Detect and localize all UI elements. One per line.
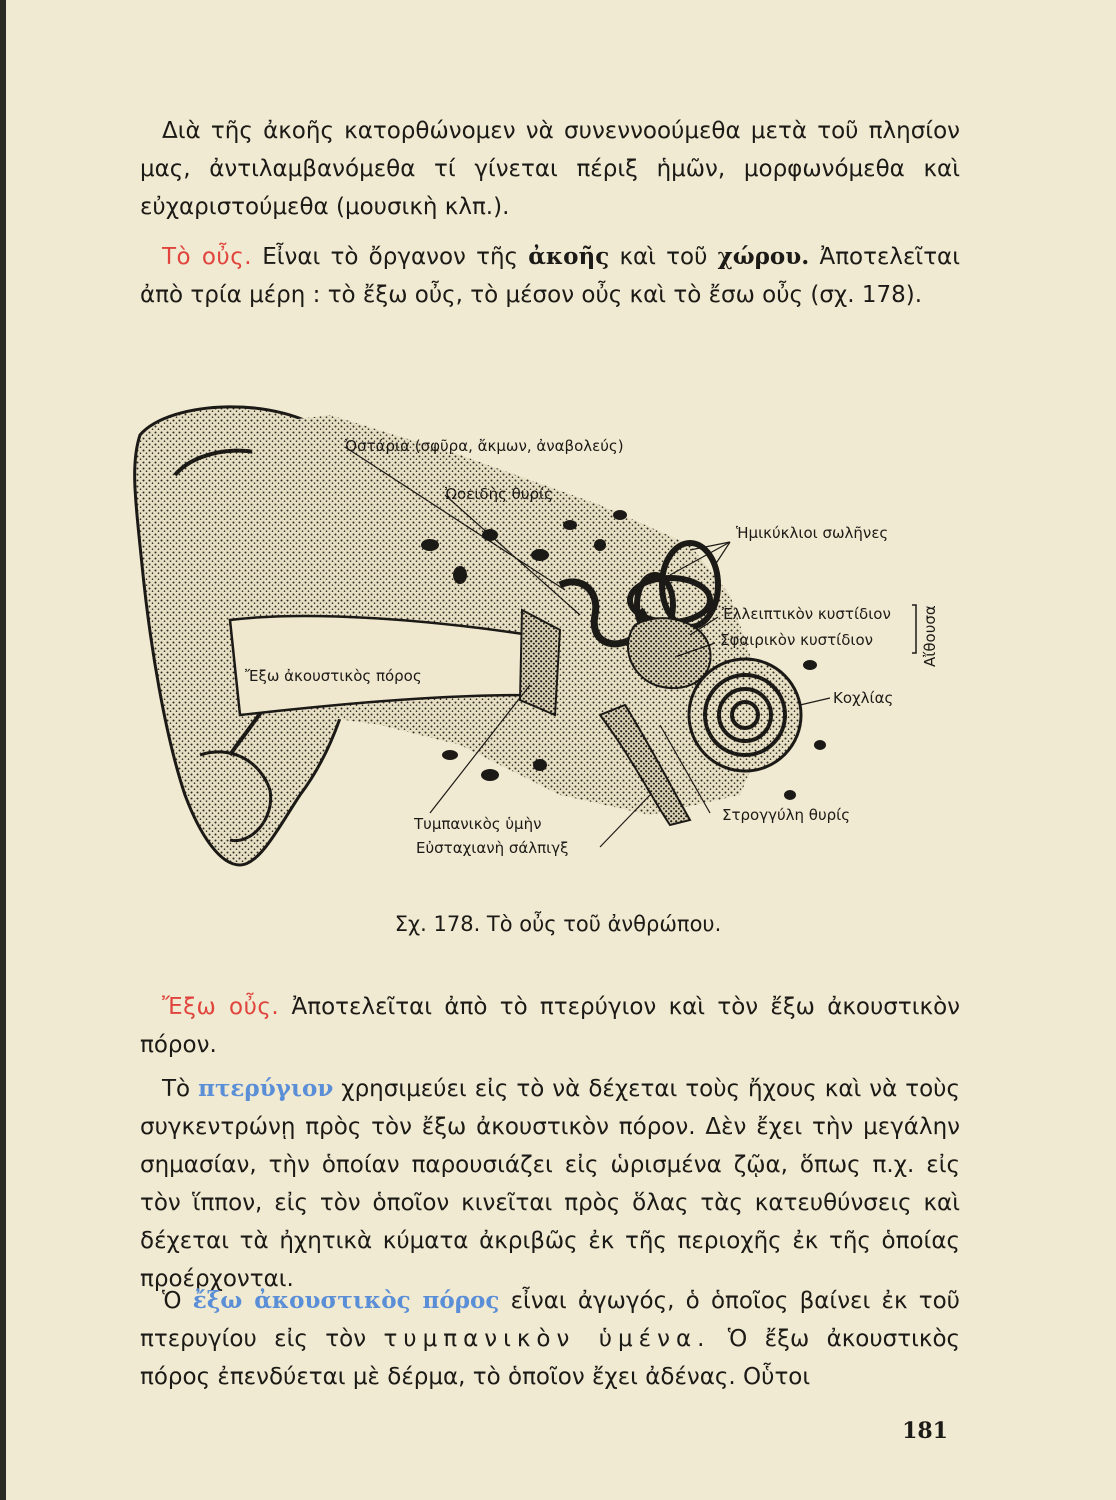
aithousa-bracket — [912, 605, 916, 653]
ous-bold-choros: χώρου. — [717, 243, 810, 270]
poros-text-b: Ὁ ἔξω ἀκουστικὸς πόρος ἐπενδύεται μὲ δέρμα, τὸ ὁποῖον ἔχει ἀδένας. Οὗτοι — [140, 1326, 961, 1390]
poros-term: ἔξω ἀκουστικὸς πόρος — [192, 1287, 500, 1314]
ous-bold-akoi: ἀκοῆς — [528, 243, 610, 270]
poros-paragraph — [140, 1282, 960, 1396]
ous-text-b: καὶ τοῦ — [609, 244, 718, 270]
label-sfairikon: Σφαιρικὸν κυστίδιον — [720, 631, 874, 649]
label-strongyli: Στρογγύλη θυρίς — [722, 806, 851, 824]
exo-paragraph — [140, 988, 960, 1064]
tympanic-membrane — [520, 610, 560, 715]
poros-lead: Ὁ — [162, 1288, 193, 1314]
figure-caption: Σχ. 178. Τὸ οὖς τοῦ ἀνθρώπου. — [394, 912, 722, 936]
ous-heading: Τὸ οὖς. — [162, 244, 253, 270]
ear-diagram-svg — [130, 395, 950, 875]
ous-text-a: Εἶναι τὸ ὄργανον τῆς — [252, 244, 529, 270]
ear-diagram — [130, 395, 950, 875]
ous-paragraph — [140, 238, 960, 314]
page-number: 181 — [902, 1418, 948, 1444]
ous-text-c: Ἀποτελεῖται ἀπὸ τρία μέρη : τὸ ἔξω οὖς, τὸ μέσον οὖς καὶ τὸ ἔσω οὖς (σχ. 178). — [140, 244, 961, 308]
label-elleiptikon: Ἐλλειπτικὸν κυστίδιον — [722, 605, 891, 623]
label-kochlias: Κοχλίας — [833, 689, 894, 707]
poros-spaced: τυμπανικὸν ὑμένα. — [383, 1326, 711, 1352]
label-ostaria: Ὀστάρια (σφῦρα, ἄκμων, ἀναβολεύς) — [345, 437, 624, 455]
pterygion-text: χρησιμεύει εἰς τὸ νὰ δέχεται τοὺς ἤχους καὶ νὰ τοὺς συγκεντρώνῃ πρὸς τὸν ἔξω ἀκουστικὸν πόρον. Δὲν ἔχει τὴν μεγάλην σημασίαν, τὴν ὁποίαν παρουσιάζει εἰς ὡρισμένα ζῷα, ὅπως π.χ. εἰς τὸν ἵππον, εἰς τὸν ὁποῖον κινεῖται πρὸς ὅλας τὰς κατευθύνσεις καὶ δέχεται τὰ ἠχητικὰ κύματα ἀκριβῶς ἐκ τῆς περιοχῆς ἐκ τῆς ὁποίας προέρχονται. — [140, 1076, 960, 1292]
exo-text: Ἀποτελεῖται ἀπὸ τὸ πτερύγιον καὶ τὸν ἔξω ἀκουστικὸν πόρον. — [140, 994, 960, 1058]
intro-paragraph — [140, 112, 960, 226]
intro-text: Διὰ τῆς ἀκοῆς κατορθώνομεν νὰ συνεννοούμεθα μετὰ τοῦ πλησίον μας, ἀντιλαμβανόμεθα τί γίνεται πέριξ ἡμῶν, μορφωνόμεθα καὶ εὐχαριστούμεθα (μουσικὴ κλπ.). — [140, 118, 960, 220]
label-oeidis: Ὠοειδὴς θυρίς — [445, 485, 553, 503]
pterygion-paragraph — [140, 1070, 960, 1298]
label-eustachiani: Εὐσταχιανὴ σάλπιγξ — [416, 839, 569, 857]
cochlea — [689, 659, 801, 771]
label-imikykloi: Ἡμικύκλιοι σωλῆνες — [736, 524, 889, 542]
label-tympanikos: Τυμπανικὸς ὑμὴν — [414, 815, 542, 833]
poros-text-a: εἶναι ἀγωγός, ὁ ὁποῖος βαίνει ἐκ τοῦ πτερυγίου εἰς τὸν — [140, 1288, 960, 1352]
label-exo-akoustikos: Ἔξω ἀκουστικὸς πόρος — [245, 667, 422, 685]
exo-heading: Ἔξω οὖς. — [162, 994, 280, 1020]
label-aithousa: Αἴθουσα — [921, 605, 939, 667]
pterygion-term: πτερύγιον — [198, 1075, 334, 1102]
pterygion-lead: Τὸ — [162, 1076, 199, 1102]
